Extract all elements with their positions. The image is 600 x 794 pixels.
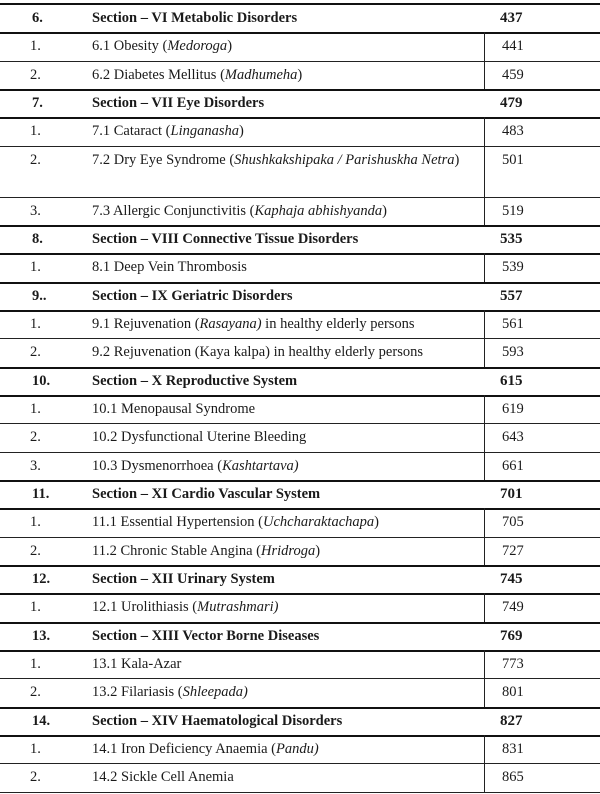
section-title bbox=[92, 484, 477, 504]
chapter-row bbox=[0, 310, 600, 339]
title-sanskrit-term: Shushkakshipaka / Parishuskha Netra bbox=[234, 151, 455, 168]
title-text: Section – IX Geriatric Disorders bbox=[92, 287, 293, 304]
title-text: 13.1 Kala-Azar bbox=[92, 655, 182, 672]
title-text: 11.2 Chronic Stable Angina ( bbox=[92, 542, 262, 559]
row-number: 1. bbox=[30, 740, 41, 757]
row-number: 6. bbox=[32, 10, 43, 26]
title-text: Section – XIV Haematological Disorders bbox=[92, 712, 343, 729]
title-tail: ) bbox=[239, 123, 244, 139]
section-title bbox=[92, 569, 477, 589]
row-number: 2. bbox=[30, 684, 41, 700]
section-title bbox=[92, 626, 477, 646]
column-divider bbox=[484, 593, 485, 622]
section-row bbox=[0, 622, 600, 650]
title-text: 8.1 Deep Vein Thrombosis bbox=[92, 259, 247, 275]
title-sanskrit-term: Kaphaja abhishyanda bbox=[254, 202, 383, 219]
row-number: 1. bbox=[30, 38, 41, 54]
section-row bbox=[0, 565, 600, 593]
chapter-row bbox=[0, 197, 600, 226]
chapter-title bbox=[92, 201, 477, 221]
row-number: 1. bbox=[30, 655, 41, 672]
page-number: 827 bbox=[500, 712, 523, 729]
title-sanskrit-term: Shleepada) bbox=[182, 684, 248, 700]
column-divider bbox=[484, 423, 485, 452]
column-divider bbox=[484, 338, 485, 367]
title-sanskrit-term: Pandu) bbox=[276, 740, 319, 757]
section-row bbox=[0, 225, 600, 253]
chapter-row bbox=[0, 735, 600, 764]
page-number: 701 bbox=[500, 486, 523, 502]
chapter-title bbox=[92, 682, 477, 702]
chapter-row bbox=[0, 650, 600, 679]
column-divider bbox=[484, 117, 485, 146]
title-tail: ) bbox=[315, 542, 321, 559]
chapter-row bbox=[0, 32, 600, 61]
title-sanskrit-term: Medoroga bbox=[167, 38, 228, 54]
row-number: 2. bbox=[30, 542, 41, 559]
section-title bbox=[92, 93, 477, 113]
chapter-row bbox=[0, 537, 600, 566]
row-number: 13. bbox=[32, 627, 51, 644]
section-row bbox=[0, 4, 600, 32]
column-divider bbox=[484, 146, 485, 197]
title-sanskrit-term: Linganasha bbox=[170, 123, 240, 139]
section-row bbox=[0, 707, 600, 735]
row-divider bbox=[0, 792, 600, 793]
column-divider bbox=[484, 678, 485, 707]
title-text: Section – XII Urinary System bbox=[92, 571, 275, 587]
chapter-row bbox=[0, 508, 600, 537]
column-divider bbox=[484, 32, 485, 61]
page-number: 535 bbox=[500, 231, 523, 247]
row-number: 3. bbox=[30, 457, 41, 474]
section-row bbox=[0, 367, 600, 395]
chapter-title bbox=[92, 597, 477, 617]
title-sanskrit-term: Uchcharaktachapa bbox=[263, 514, 375, 530]
row-number: 1. bbox=[30, 123, 41, 139]
section-title bbox=[92, 8, 477, 28]
column-divider bbox=[484, 735, 485, 764]
title-text: Section – X Reproductive System bbox=[92, 372, 298, 389]
chapter-title bbox=[92, 314, 477, 334]
column-divider bbox=[484, 452, 485, 481]
title-text: Section – XIII Vector Borne Diseases bbox=[92, 627, 320, 644]
title-text: 10.2 Dysfunctional Uterine Bleeding bbox=[92, 429, 307, 445]
page-number: 769 bbox=[500, 627, 523, 644]
chapter-title bbox=[92, 257, 477, 277]
title-text: 12.1 Urolithiasis ( bbox=[92, 599, 198, 615]
title-text: 6.1 Obesity ( bbox=[92, 38, 168, 54]
row-number: 8. bbox=[32, 231, 43, 247]
section-title bbox=[92, 229, 477, 249]
row-number: 2. bbox=[30, 151, 41, 168]
page-number: 705 bbox=[502, 514, 524, 530]
column-divider bbox=[484, 508, 485, 537]
title-tail: ) bbox=[382, 202, 387, 219]
row-number: 7. bbox=[32, 95, 43, 111]
row-number: 1. bbox=[30, 400, 41, 417]
page-number: 479 bbox=[500, 95, 523, 111]
page-number: 539 bbox=[502, 259, 524, 275]
column-divider bbox=[484, 650, 485, 679]
page-number: 615 bbox=[500, 372, 523, 389]
title-text: 11.1 Essential Hypertension ( bbox=[92, 514, 264, 530]
section-row bbox=[0, 282, 600, 310]
page-number: 661 bbox=[502, 457, 524, 474]
page-number: 593 bbox=[502, 344, 524, 360]
title-sanskrit-term: Mutrashmari) bbox=[197, 599, 279, 615]
chapter-title bbox=[92, 456, 477, 476]
chapter-title bbox=[92, 427, 477, 447]
table-top-rule bbox=[0, 3, 600, 5]
column-divider bbox=[484, 197, 485, 226]
chapter-title bbox=[92, 512, 477, 532]
chapter-row bbox=[0, 395, 600, 424]
page-number: 519 bbox=[502, 202, 524, 219]
chapter-title bbox=[92, 121, 477, 141]
title-text: 10.3 Dysmenorrhoea ( bbox=[92, 457, 223, 474]
title-tail: ) bbox=[454, 151, 460, 168]
row-number: 1. bbox=[30, 514, 41, 530]
chapter-row bbox=[0, 338, 600, 367]
chapter-row bbox=[0, 146, 600, 197]
column-divider bbox=[484, 395, 485, 424]
title-sanskrit-term: Rasayana) bbox=[199, 315, 262, 332]
row-number: 2. bbox=[30, 769, 41, 785]
chapter-title bbox=[92, 342, 477, 362]
title-text: Section – VI Metabolic Disorders bbox=[92, 10, 298, 26]
page-number: 727 bbox=[502, 542, 524, 559]
title-sanskrit-term: Madhumeha bbox=[224, 66, 298, 83]
section-row bbox=[0, 89, 600, 117]
chapter-title bbox=[92, 65, 477, 85]
page-number: 831 bbox=[502, 740, 524, 757]
chapter-title bbox=[92, 654, 477, 674]
chapter-title bbox=[92, 150, 477, 170]
chapter-title bbox=[92, 739, 477, 759]
row-number: 2. bbox=[30, 344, 41, 360]
title-text: 7.3 Allergic Conjunctivitis ( bbox=[92, 202, 255, 219]
title-sanskrit-term: Kashtartava) bbox=[222, 457, 299, 474]
row-number: 1. bbox=[30, 259, 41, 275]
page-number: 561 bbox=[502, 315, 524, 332]
section-title bbox=[92, 371, 477, 391]
row-number: 2. bbox=[30, 66, 41, 83]
title-tail: ) bbox=[374, 514, 379, 530]
row-number: 12. bbox=[32, 571, 51, 587]
column-divider bbox=[484, 537, 485, 566]
column-divider bbox=[484, 310, 485, 339]
page-number: 745 bbox=[500, 571, 523, 587]
row-number: 2. bbox=[30, 429, 41, 445]
column-divider bbox=[484, 763, 485, 792]
page-number: 437 bbox=[500, 10, 523, 26]
section-row bbox=[0, 480, 600, 508]
section-title bbox=[92, 711, 477, 731]
row-number: 14. bbox=[32, 712, 51, 729]
page-number: 749 bbox=[502, 599, 524, 615]
chapter-title bbox=[92, 36, 477, 56]
title-text: Section – VII Eye Disorders bbox=[92, 95, 265, 111]
chapter-row bbox=[0, 678, 600, 707]
title-tail: ) bbox=[297, 66, 303, 83]
title-text: 10.1 Menopausal Syndrome bbox=[92, 400, 256, 417]
column-divider bbox=[484, 253, 485, 282]
title-text: 14.1 Iron Deficiency Anaemia ( bbox=[92, 740, 276, 757]
page-number: 501 bbox=[502, 151, 524, 168]
title-text: Section – XI Cardio Vascular System bbox=[92, 486, 321, 502]
page-number: 619 bbox=[502, 400, 524, 417]
chapter-row bbox=[0, 253, 600, 282]
page-number: 459 bbox=[502, 66, 524, 83]
chapter-row bbox=[0, 763, 600, 792]
row-number: 11. bbox=[32, 486, 50, 502]
chapter-title bbox=[92, 767, 477, 787]
title-tail: ) bbox=[227, 38, 233, 54]
row-number: 10. bbox=[32, 372, 51, 389]
chapter-row bbox=[0, 423, 600, 452]
page-number: 557 bbox=[500, 287, 523, 304]
chapter-row bbox=[0, 452, 600, 481]
row-number: 1. bbox=[30, 599, 41, 615]
chapter-title bbox=[92, 541, 477, 561]
page-number: 801 bbox=[502, 684, 524, 700]
page-number: 441 bbox=[502, 38, 524, 54]
title-text: 9.2 Rejuvenation (Kaya kalpa) in healthy elderly persons bbox=[92, 344, 423, 360]
title-text: 6.2 Diabetes Mellitus ( bbox=[92, 66, 225, 83]
row-number: 1. bbox=[30, 315, 41, 332]
row-number: 9.. bbox=[32, 287, 47, 304]
title-sanskrit-term: Hridroga bbox=[261, 542, 316, 559]
page-number: 865 bbox=[502, 769, 524, 785]
page-number: 643 bbox=[502, 429, 524, 445]
chapter-row bbox=[0, 61, 600, 90]
column-divider bbox=[484, 61, 485, 90]
page-number: 773 bbox=[502, 655, 524, 672]
title-tail: in healthy elderly persons bbox=[261, 315, 415, 332]
chapter-row bbox=[0, 117, 600, 146]
section-title bbox=[92, 286, 477, 306]
chapter-title bbox=[92, 399, 477, 419]
chapter-row bbox=[0, 593, 600, 622]
title-text: 14.2 Sickle Cell Anemia bbox=[92, 769, 234, 785]
title-text: Section – VIII Connective Tissue Disorders bbox=[92, 231, 359, 247]
title-text: 13.2 Filariasis ( bbox=[92, 684, 183, 700]
page-number: 483 bbox=[502, 123, 524, 139]
title-text: 9.1 Rejuvenation ( bbox=[92, 315, 200, 332]
row-number: 3. bbox=[30, 202, 41, 219]
title-text: 7.1 Cataract ( bbox=[92, 123, 171, 139]
title-text: 7.2 Dry Eye Syndrome ( bbox=[92, 151, 235, 168]
